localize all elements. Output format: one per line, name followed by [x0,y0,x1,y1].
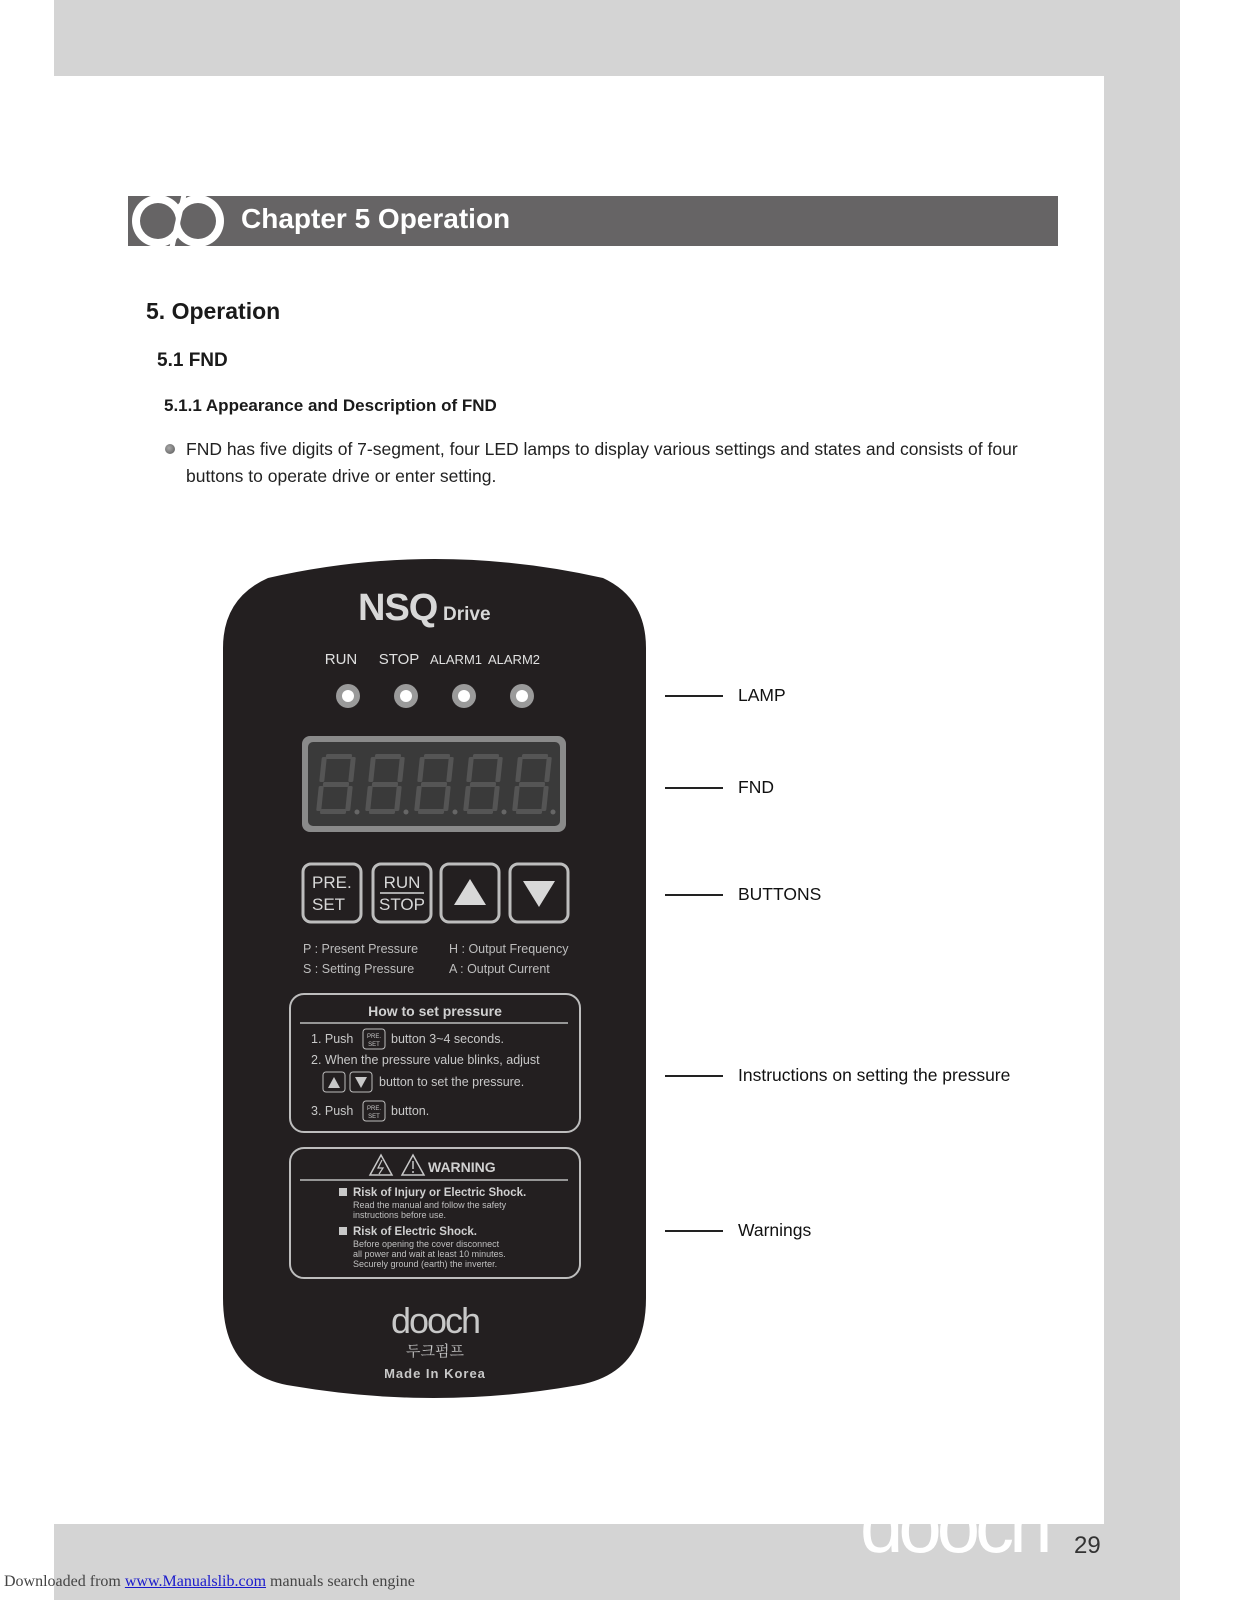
made-in-korea: Made In Korea [384,1366,486,1381]
decimal-point [551,810,556,815]
lamp-label-stop: STOP [378,651,420,668]
lamp-stop-icon [394,684,418,708]
chapter-title: Chapter 5 Operation [241,203,511,234]
maker-logo: dooch [390,1300,480,1341]
chapter-logo-icon [128,193,228,249]
segment [320,809,347,814]
decimal-point [453,810,458,815]
segment [473,754,500,759]
svg-text:Read the manual and follow the: Read the manual and follow the safety [353,1200,507,1210]
maker-korean-name: 두크펌프 [406,1342,464,1360]
svg-text:Risk of Injury or Electric Sho: Risk of Injury or Electric Shock. [353,1187,527,1199]
segment [375,754,402,759]
svg-text:STOP: STOP [379,895,425,914]
svg-text:Risk of Electric Shock.: Risk of Electric Shock. [353,1226,477,1238]
svg-text:2. When the pressure value bli: 2. When the pressure value blinks, adjust [311,1053,540,1067]
segment [424,754,451,759]
callout-label-fnd: FND [738,777,774,797]
svg-text:SET: SET [312,895,346,914]
manualslib-link[interactable]: www.Manualslib.com [124,1573,267,1590]
panel-brand-suffix: Drive [443,604,491,625]
decimal-point [502,810,507,815]
callout-label-instructions: Instructions on setting the pressure [738,1065,1011,1085]
callout-label-lamp: LAMP [738,685,786,705]
callout-label-buttons: BUTTONS [738,884,822,904]
callout-line-warnings [665,1230,723,1232]
lamp-label-alarm2: ALARM2 [487,652,541,667]
svg-text:RUN: RUN [383,873,421,892]
segment [421,782,448,787]
svg-text:Before opening the cover disco: Before opening the cover disconnect [353,1239,500,1249]
segment [470,782,497,787]
callout-label-warnings: Warnings [738,1220,812,1240]
lamp-alarm1-icon [452,684,476,708]
lamp-alarm2-icon [510,684,534,708]
callout-line-buttons [665,894,723,896]
svg-text:How to set pressure: How to set pressure [368,1003,502,1019]
svg-text:button 3~4 seconds.: button 3~4 seconds. [391,1032,504,1046]
svg-text:PRE.: PRE. [366,1106,382,1112]
footer-brand-logo [860,1490,1078,1560]
legend-h: H : Output Frequency [449,942,569,956]
subsection-heading: 5.1 FND [157,350,228,371]
lamp-label-run: RUN [324,651,358,668]
svg-text:dooch: dooch [860,1490,1048,1560]
svg-text:1. Push: 1. Push [311,1032,354,1046]
download-note: Downloaded from www.Manualslib.com manuals search engine [4,1573,415,1590]
legend-p: P : Present Pressure [303,942,419,956]
segment [369,809,396,814]
callout-line-fnd [665,787,723,789]
fnd-panel-illustration [213,558,656,1406]
segment [516,809,543,814]
decimal-point [404,810,409,815]
segment [467,809,494,814]
svg-text:instructions before use.: instructions before use. [353,1210,447,1220]
svg-text:WARNING: WARNING [428,1159,496,1175]
section-heading: 5. Operation [146,298,281,324]
segment [372,782,399,787]
svg-text:button to set the pressure.: button to set the pressure. [379,1075,525,1089]
page-margin-right [1104,0,1180,1600]
subsubsection-heading: 5.1.1 Appearance and Description of FND [164,396,497,415]
svg-text:PRE.: PRE. [312,873,352,892]
segment [323,782,350,787]
legend-a: A : Output Current [449,962,550,976]
page-number: 29 [1074,1532,1101,1559]
callout-line-instructions [665,1075,723,1077]
lamp-run-icon [336,684,360,708]
callout-line-lamp [665,695,723,697]
svg-text:button.: button. [391,1104,430,1118]
bullet-icon [165,444,175,454]
panel-body [223,559,646,1398]
page-margin-top [54,0,1180,76]
legend-s: S : Setting Pressure [303,962,415,976]
svg-text:3. Push: 3. Push [311,1104,354,1118]
segment [418,809,445,814]
lamp-label-alarm1: ALARM1 [429,652,483,667]
description-paragraph: FND has five digits of 7-segment, four LED lamps to display various settings and states and consists of four buttons to operate drive or enter setting. [186,439,1018,486]
svg-text:Securely ground (earth) the in: Securely ground (earth) the inverter. [353,1259,498,1269]
decimal-point [355,810,360,815]
svg-text:SET: SET [368,1114,380,1120]
svg-text:all power and wait at least 10: all power and wait at least 10 minutes. [353,1249,506,1259]
segment [519,782,546,787]
segment [522,754,549,759]
svg-text:PRE.: PRE. [366,1034,382,1040]
svg-text:SET: SET [368,1042,380,1048]
segment [326,754,353,759]
panel-brand: NSQ [358,587,438,629]
